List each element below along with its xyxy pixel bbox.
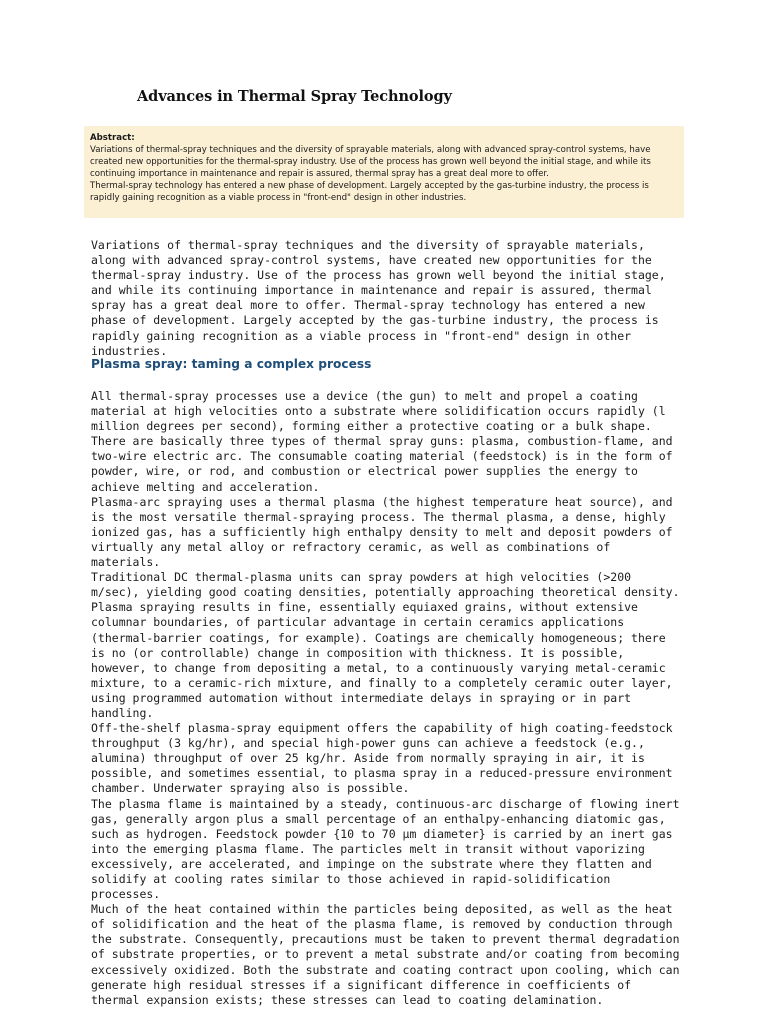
section-paragraph-1: All thermal-spray processes use a device (the gun) to melt and propel a coating material at high velocities onto a substrate where solidification occurs rapidly (l million degrees per second), forming either a protective coating or a bulk shape. There are basically three types of thermal spray guns: plasma, combustion-flame, and two-wire electric arc. The consumable coating material (feedstock) is in the form of powder, wire, or rod, and combustion or electrical power supplies the energy to achieve melting and acceleration. — [91, 389, 673, 494]
section-paragraph-5: The plasma flame is maintained by a steady, continuous-arc discharge of flowing inert gas, generally argon plus a small percentage of an enthalpy-enhancing diatomic gas, such as hydrogen. Feedstock powder {10 to 70 μm diameter} is carried by an inert gas into the emerging plasma flame. The particles melt in transit without vaporizing excessively, are accelerated, and impinge on the substrate where they flatten and solidify at cooling rates similar to those achieved in rapid-solidification processes. — [91, 796, 680, 902]
section-paragraph-2: Plasma-arc spraying uses a thermal plasma (the highest temperature heat source), and is the most versatile thermal-spraying process. The thermal plasma, a dense, highly ionized gas, has a sufficiently high enthalpy density to melt and deposit powders of virtually any metal alloy or refractory ceramic, as well as combinations of materials. — [91, 494, 673, 570]
section-heading: Plasma spray: taming a complex process — [91, 357, 372, 371]
section-paragraph-4: Off-the-shelf plasma-spray equipment offers the capability of high coating-feedstock throughput (3 kg/hr), and special high-power guns can achieve a feedstock (e.g., alumina) throughput of over 25 kg/hr. Aside from normally spraying in air, it is possible, and sometimes essential, to plasma spray in a reduced-pressure environment chamber. Underwater spraying also is possible. — [91, 721, 673, 796]
abstract-paragraph-2: Thermal-spray technology has entered a new phase of development. Largely accepted by the gas-turbine industry, the process is rapidly gaining recognition as a viable process in "front-end" design in other industries. — [90, 181, 649, 204]
document-title: Advances in Thermal Spray Technology — [137, 88, 452, 105]
abstract-paragraph-1: Variations of thermal-spray techniques and the diversity of sprayable materials, along with advanced spray-control systems, have created new opportunities for the thermal-spray industry. Use of the process has grown well beyond the initial stage, and while its continuing importance in maintenance and repair is assured, thermal spray has a great deal more to offer. — [90, 145, 651, 180]
intro-paragraph: Variations of thermal-spray techniques and the diversity of sprayable materials, along with advanced spray-control systems, have created new opportunities for the thermal-spray industry. Use of the process has grown well beyond the initial stage, and while its continuing importance in maintenance and repair is assured, thermal spray has a great deal more to offer. Thermal-spray technology has entered a new phase of development. Largely accepted by the gas-turbine industry, the process is rapidly gaining recognition as a viable process in "front-end" design in other industries. — [91, 238, 666, 358]
plasma-spray-section — [91, 389, 681, 1008]
abstract-box — [84, 126, 684, 218]
section-paragraph-3: Traditional DC thermal-plasma units can spray powders at high velocities (>200 m/sec), yielding good coating densities, potentially approaching theoretical density. Plasma spraying results in fine, essentially equiaxed grains, without extensive columnar boundaries, of particular advantage in certain ceramics applications (thermal-barrier coatings, for example). Coatings are chemically homogeneous; there is no (or controllable) change in composition with thickness. It is possible, however, to change from depositing a metal, to a continuously varying metal-ceramic mixture, to a ceramic-rich mixture, and finally to a completely ceramic outer layer, using programmed automation without intermediate delays in spraying or in part handling. — [91, 570, 680, 720]
abstract-label: Abstract: — [90, 133, 135, 143]
section-paragraph-6: Much of the heat contained within the particles being deposited, as well as the heat of solidification and the heat of the plasma flame, is removed by conduction through the substrate. Consequently, precautions must be taken to prevent thermal degradation of substrate properties, or to prevent a metal substrate and/or coating from becoming excessively oxidized. Both the substrate and coating contract upon cooling, which can generate high residual stresses if a significant difference in coefficients of thermal expansion exists; these stresses can lead to coating delamination. — [91, 902, 680, 1007]
intro-section — [91, 238, 681, 359]
